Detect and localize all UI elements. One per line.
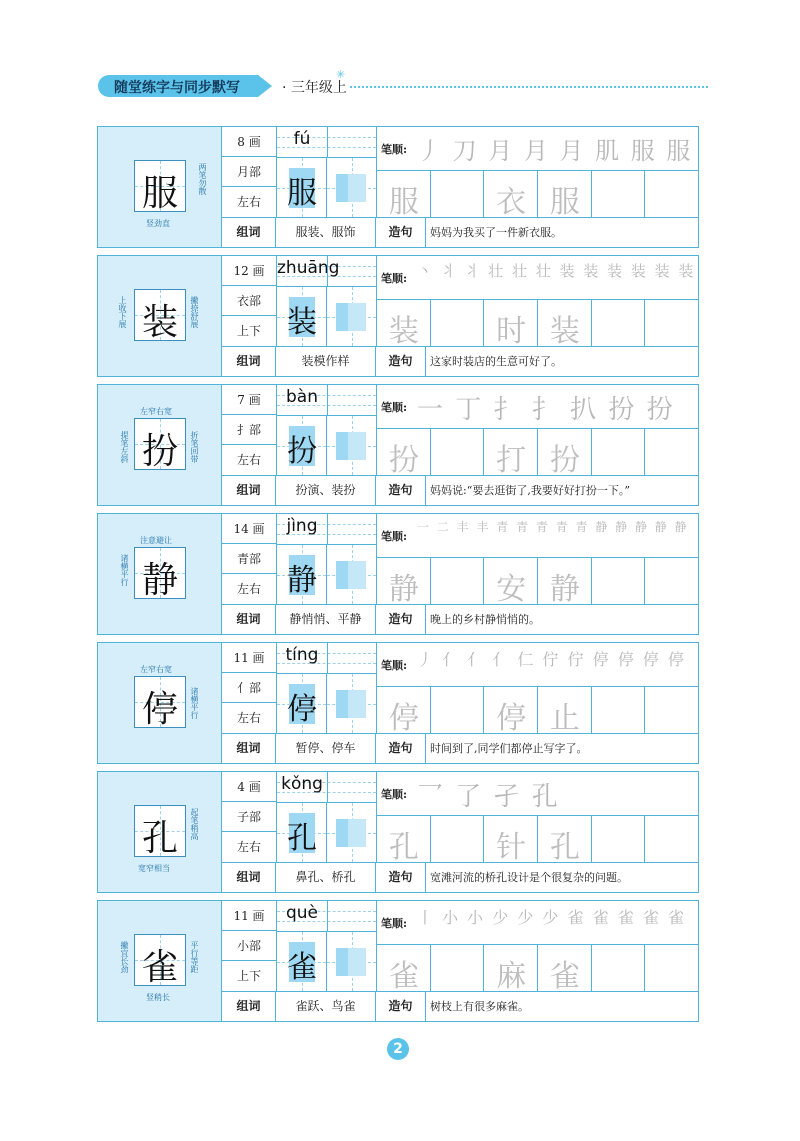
practice-cell[interactable] (431, 558, 485, 604)
sentence: 时间到了,同学们都停止写字了。 (430, 742, 588, 755)
trace-char: 麻 (496, 959, 527, 994)
practice-cell[interactable] (645, 558, 699, 604)
character-row (97, 384, 699, 506)
trace-char: 孔 (388, 830, 419, 865)
practice-cell[interactable] (484, 300, 538, 349)
radical: 扌部 (222, 415, 276, 445)
practice-cell[interactable] (592, 429, 646, 475)
words-label: 组词 (222, 992, 276, 1021)
stroke-order-label: 笔顺: (381, 143, 408, 156)
practice-cell[interactable] (484, 945, 538, 994)
trace-char: 雀 (388, 959, 419, 994)
trace-char: 静 (388, 572, 419, 607)
trace-char: 服 (388, 185, 419, 220)
practice-cell[interactable] (484, 171, 538, 220)
practice-box-half[interactable] (327, 416, 377, 475)
practice-box-half[interactable] (327, 545, 377, 604)
sentence-label: 造句 (376, 347, 426, 376)
radical: 小部 (222, 931, 276, 961)
trace-char: 孔 (549, 830, 580, 865)
stroke-order (376, 127, 698, 170)
practice-boxes (276, 931, 376, 991)
big-character: 孔 (141, 818, 178, 859)
writing-tip: 左窄右宽 (140, 407, 172, 416)
header-arrow (258, 75, 272, 97)
words: 服装、服饰 (276, 218, 376, 247)
trace-char: 服 (549, 185, 580, 220)
tracing-grid (376, 686, 698, 736)
model-char: 服 (287, 176, 317, 211)
practice-box-half[interactable] (327, 932, 377, 991)
writing-tip: 撇宜长劲 (120, 941, 129, 973)
trace-char: 雀 (549, 959, 580, 994)
sentence-label: 造句 (376, 734, 426, 763)
practice-cell[interactable] (377, 816, 431, 865)
writing-tip: 诸横平行 (190, 687, 199, 719)
words: 鼻孔、桥孔 (276, 863, 376, 892)
practice-box-model (277, 416, 327, 475)
radical-highlight-icon (334, 428, 370, 464)
practice-cell[interactable] (538, 558, 592, 607)
radical: 衣部 (222, 286, 276, 316)
pinyin-box (276, 643, 376, 673)
sentence: 这家时装店的生意可好了。 (430, 355, 562, 368)
practice-cell[interactable] (538, 687, 592, 736)
practice-cell[interactable] (592, 300, 646, 346)
usage-row (222, 733, 698, 763)
big-char-box (134, 418, 186, 470)
practice-cell[interactable] (592, 687, 646, 733)
sentence: 妈妈为我买了一件新衣服。 (430, 226, 562, 239)
radical-highlight-icon (334, 815, 370, 851)
practice-cell[interactable] (645, 171, 699, 217)
structure: 左右 (236, 453, 261, 467)
practice-cell[interactable] (592, 816, 646, 862)
pinyin: fú (293, 129, 311, 149)
trace-char: 安 (496, 572, 527, 607)
practice-boxes (276, 157, 376, 217)
practice-box-model (277, 545, 327, 604)
practice-cell[interactable] (431, 945, 485, 991)
model-char: 雀 (287, 950, 317, 985)
pinyin-box (276, 514, 376, 544)
tracing-grid (376, 944, 698, 994)
words-label: 组词 (222, 863, 276, 892)
words-label: 组词 (222, 476, 276, 505)
pinyin: jìng (286, 516, 318, 536)
radical: 青部 (222, 544, 276, 574)
model-char: 孔 (287, 821, 317, 856)
practice-cell[interactable] (377, 558, 431, 607)
sentence-label: 造句 (376, 605, 426, 634)
pinyin: kǒng (281, 774, 323, 794)
practice-cell[interactable] (431, 687, 485, 733)
stroke-order (376, 514, 698, 557)
char-display-panel (98, 514, 222, 634)
big-char-box (134, 934, 186, 986)
structure: 左右 (236, 582, 261, 596)
trace-char: 止 (549, 701, 580, 736)
char-display-panel (98, 385, 222, 505)
usage-row (222, 604, 698, 634)
practice-cell[interactable] (538, 300, 592, 349)
words: 装模作样 (276, 347, 376, 376)
writing-tip: 平行等距 (190, 941, 199, 973)
trace-char: 扮 (549, 443, 580, 478)
character-row (97, 513, 699, 635)
usage-row (222, 475, 698, 505)
practice-cell[interactable] (377, 687, 431, 736)
stroke-order (376, 385, 698, 428)
radical-highlight-icon (334, 944, 370, 980)
pinyin-box (276, 901, 376, 931)
writing-tip: 上收下展 (118, 296, 127, 328)
practice-boxes (276, 673, 376, 733)
writing-tip: 折笔回带 (190, 431, 199, 463)
big-character: 雀 (141, 947, 178, 988)
stroke-count: 11 画 (222, 901, 276, 931)
big-character: 扮 (141, 431, 178, 472)
header-dotted-line (350, 86, 708, 88)
big-char-box (134, 805, 186, 857)
trace-char: 时 (496, 314, 527, 349)
practice-cell[interactable] (592, 558, 646, 604)
trace-char: 装 (549, 314, 580, 349)
big-character: 停 (141, 689, 178, 730)
words-label: 组词 (222, 605, 276, 634)
star-icon: ✳ (336, 68, 346, 81)
stroke-count: 11 画 (222, 643, 276, 673)
pinyin: tíng (285, 645, 319, 665)
stroke-sequence: 丿 刀 月 月 月 肌 服 服 (417, 137, 693, 165)
usage-row (222, 991, 698, 1021)
trace-char: 装 (388, 314, 419, 349)
structure: 左右 (236, 711, 261, 725)
practice-cell[interactable] (538, 945, 592, 994)
writing-tip: 撇捺舒展 (190, 296, 199, 328)
char-display-panel (98, 127, 222, 247)
stroke-order (376, 772, 698, 815)
char-display-panel (98, 772, 222, 892)
practice-cell[interactable] (484, 558, 538, 607)
header-grade: · 三年级上 (282, 80, 347, 96)
writing-tip: 两笔勿散 (198, 163, 207, 195)
radical: 亻部 (222, 673, 276, 703)
practice-cell[interactable] (484, 429, 538, 478)
words-label: 组词 (222, 734, 276, 763)
practice-cell[interactable] (431, 300, 485, 346)
words-label: 组词 (222, 218, 276, 247)
practice-box-half[interactable] (327, 674, 377, 733)
trace-char: 停 (388, 701, 419, 736)
tracing-grid (376, 299, 698, 349)
structure: 上下 (236, 969, 261, 983)
practice-cell[interactable] (538, 429, 592, 478)
practice-boxes (276, 286, 376, 346)
character-row (97, 255, 699, 377)
sentence-label: 造句 (376, 863, 426, 892)
pinyin-box (276, 772, 376, 802)
practice-cell[interactable] (645, 816, 699, 862)
stroke-order (376, 256, 698, 299)
writing-tip: 竖劲直 (146, 219, 170, 228)
practice-cell[interactable] (431, 171, 485, 217)
tracing-grid (376, 557, 698, 607)
practice-cell[interactable] (377, 300, 431, 349)
practice-box-half[interactable] (327, 803, 377, 862)
character-row (97, 900, 699, 1022)
stroke-order-label: 笔顺: (381, 530, 408, 543)
stroke-sequence: 乛 了 孑 孔 (417, 782, 560, 812)
practice-box-half[interactable] (327, 158, 377, 217)
practice-cell[interactable] (484, 816, 538, 865)
writing-tip: 注意避让 (140, 536, 172, 545)
big-char-box (134, 547, 186, 599)
usage-row (222, 862, 698, 892)
stroke-order-label: 笔顺: (381, 401, 408, 414)
char-display-panel (98, 901, 222, 1021)
pinyin: zhuāng (277, 258, 340, 278)
sentence-label: 造句 (376, 476, 426, 505)
writing-tip: 起笔稍高 (190, 808, 199, 840)
practice-cell[interactable] (538, 816, 592, 865)
stroke-order-label: 笔顺: (381, 659, 408, 672)
practice-cell[interactable] (645, 429, 699, 475)
practice-box-model (277, 287, 327, 346)
trace-char: 衣 (496, 185, 527, 220)
practice-box-model (277, 674, 327, 733)
practice-box-model (277, 932, 327, 991)
tracing-grid (376, 428, 698, 478)
structure: 左右 (236, 195, 261, 209)
practice-boxes (276, 802, 376, 862)
practice-cell[interactable] (377, 945, 431, 994)
practice-cell[interactable] (645, 945, 699, 991)
structure: 左右 (236, 840, 261, 854)
writing-tip: 诸横平行 (120, 554, 129, 586)
stroke-count: 14 画 (222, 514, 276, 544)
radical: 子部 (222, 802, 276, 832)
words: 静悄悄、平静 (276, 605, 376, 634)
practice-cell[interactable] (484, 687, 538, 736)
writing-tip: 提笔左斜 (120, 431, 129, 463)
big-character: 静 (141, 560, 178, 601)
structure: 上下 (236, 324, 261, 338)
trace-char: 针 (496, 830, 527, 865)
practice-cell[interactable] (645, 300, 699, 346)
stroke-sequence: 丨 小 小 少 少 少 雀 雀 雀 雀 雀 (417, 908, 686, 927)
practice-cell[interactable] (538, 171, 592, 220)
model-char: 装 (287, 305, 317, 340)
big-character: 装 (141, 302, 178, 343)
practice-boxes (276, 544, 376, 604)
char-display-panel (98, 643, 222, 763)
stroke-sequence: 一 丁 扌 扌 扒 扮 扮 (417, 395, 675, 425)
page-number: 2 (387, 1038, 409, 1060)
sentence: 树枝上有很多麻雀。 (430, 1000, 529, 1013)
stroke-order (376, 901, 698, 944)
stroke-count: 12 画 (222, 256, 276, 286)
sentence-label: 造句 (376, 218, 426, 247)
sentence: 宽滩河流的桥孔设计是个很复杂的问题。 (430, 871, 628, 884)
sentence: 晚上的乡村静悄悄的。 (430, 613, 540, 626)
trace-char: 停 (496, 701, 527, 736)
radical: 月部 (222, 157, 276, 187)
page-header (98, 68, 708, 98)
practice-boxes (276, 415, 376, 475)
writing-tip: 竖稍长 (146, 993, 170, 1002)
stroke-sequence: 丶 丬 丬 壮 壮 壮 装 装 装 装 装 装 (417, 262, 696, 280)
usage-row (222, 346, 698, 376)
writing-tip: 宽窄相当 (138, 864, 170, 873)
tracing-grid (376, 170, 698, 220)
model-char: 扮 (287, 434, 317, 469)
stroke-count: 4 画 (222, 772, 276, 802)
radical-highlight-icon (334, 557, 370, 593)
trace-char: 静 (549, 572, 580, 607)
practice-box-model (277, 158, 327, 217)
pinyin-box (276, 385, 376, 415)
practice-cell[interactable] (645, 687, 699, 733)
practice-cell[interactable] (431, 429, 485, 475)
big-char-box (134, 289, 186, 341)
stroke-order (376, 643, 698, 686)
pinyin-box (276, 127, 376, 157)
practice-cell[interactable] (592, 171, 646, 217)
practice-box-model (277, 803, 327, 862)
radical-highlight-icon (334, 170, 370, 206)
header-title: 随堂练字与同步默写 (114, 80, 240, 96)
trace-char: 扮 (388, 443, 419, 478)
stroke-sequence: 一 二 丰 丰 青 青 青 青 青 静 静 静 静 静 (417, 520, 689, 534)
writing-tip: 左窄右宽 (140, 665, 172, 674)
sentence-label: 造句 (376, 992, 426, 1021)
character-row (97, 642, 699, 764)
trace-char: 打 (496, 443, 527, 478)
tracing-grid (376, 815, 698, 865)
character-row (97, 771, 699, 893)
stroke-order-label: 笔顺: (381, 272, 408, 285)
words: 扮演、装扮 (276, 476, 376, 505)
stroke-order-label: 笔顺: (381, 788, 408, 801)
sentence: 妈妈说:“要去逛街了,我要好好打扮一下。” (430, 484, 630, 497)
words: 雀跃、鸟雀 (276, 992, 376, 1021)
usage-row (222, 217, 698, 247)
practice-box-half[interactable] (327, 287, 377, 346)
words-label: 组词 (222, 347, 276, 376)
stroke-count: 7 画 (222, 385, 276, 415)
words: 暂停、停车 (276, 734, 376, 763)
practice-cell[interactable] (377, 171, 431, 220)
model-char: 停 (287, 692, 317, 727)
practice-cell[interactable] (431, 816, 485, 862)
char-display-panel (98, 256, 222, 376)
stroke-count: 8 画 (222, 127, 276, 157)
practice-cell[interactable] (592, 945, 646, 991)
big-char-box (134, 676, 186, 728)
pinyin: què (285, 903, 319, 923)
practice-cell[interactable] (377, 429, 431, 478)
stroke-sequence: 丿 亻 亻 亻 仁 佇 佇 停 停 停 停 (417, 650, 686, 669)
pinyin-box (276, 256, 376, 286)
radical-highlight-icon (334, 686, 370, 722)
pinyin: bàn (286, 387, 318, 407)
big-char-box (134, 160, 186, 212)
model-char: 静 (287, 563, 317, 598)
big-character: 服 (141, 173, 178, 214)
radical-highlight-icon (334, 299, 370, 335)
stroke-order-label: 笔顺: (381, 917, 408, 930)
character-row (97, 126, 699, 248)
